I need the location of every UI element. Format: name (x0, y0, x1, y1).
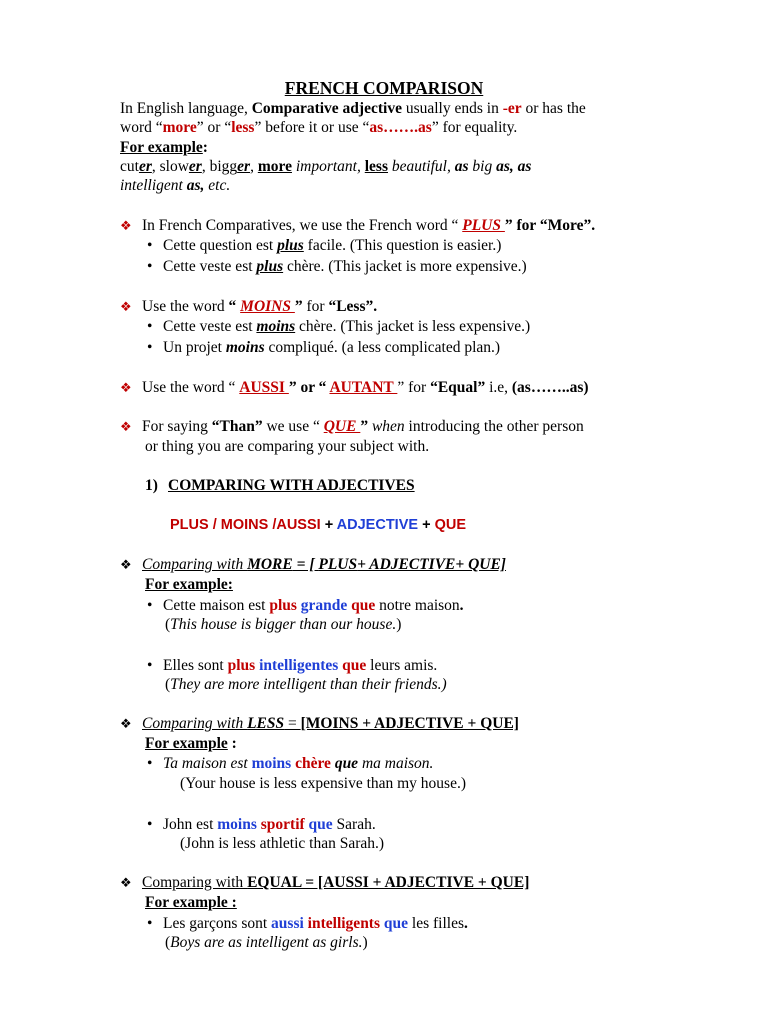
equal-example-1-translation: (Boys are as intelligent as girls.) (165, 934, 368, 951)
diamond-bullet-icon: ❖ (120, 875, 132, 890)
more-for-example: For example: (145, 576, 233, 593)
diamond-bullet-icon: ❖ (120, 299, 132, 314)
bullet-icon: • (147, 597, 153, 614)
equal-for-example: For example : (145, 894, 237, 911)
bullet-icon: • (147, 915, 153, 932)
more-example-2-translation: (They are more intelligent than their friends.) (165, 676, 447, 693)
que-heading: ❖ For saying “Than” we use “ QUE ” when introducing the other person (120, 418, 584, 435)
intro-line-1: In English language, Comparative adjective usually ends in -er or has the (120, 100, 586, 117)
diamond-bullet-icon: ❖ (120, 557, 132, 572)
plus-heading: ❖ In French Comparatives, we use the French word “ PLUS ” for “More”. (120, 217, 596, 234)
more-example-1-translation: (This house is bigger than our house.) (165, 616, 402, 633)
bullet-icon: • (147, 657, 153, 674)
less-example-1-translation: (Your house is less expensive than my house.) (180, 775, 467, 792)
section-heading-adjectives: 1) COMPARING WITH ADJECTIVES (145, 477, 415, 494)
bullet-icon: • (147, 339, 153, 356)
less-example-1: • Ta maison est moins chère que ma maison. (147, 755, 434, 772)
intro-line-5: intelligent as, etc. (120, 177, 231, 194)
equal-heading: ❖ Comparing with EQUAL = [AUSSI + ADJECTIVE + QUE] (120, 874, 530, 891)
bullet-icon: • (147, 816, 153, 833)
less-example-2: • John est moins sportif que Sarah. (147, 816, 376, 833)
bullet-icon: • (147, 318, 153, 335)
more-heading: ❖ Comparing with MORE = [ PLUS+ ADJECTIVE+ QUE] (120, 556, 506, 573)
bullet-icon: • (147, 755, 153, 772)
intro-line-4: cuter, slower, bigger, more important, less beautiful, as big as, as (120, 158, 532, 175)
intro-for-example: For example: (120, 139, 208, 156)
more-example-2: • Elles sont plus intelligentes que leurs amis. (147, 657, 438, 674)
bullet-icon: • (147, 258, 153, 275)
plus-example-1: • Cette question est plus facile. (This question is easier.) (147, 237, 502, 254)
page-title: FRENCH COMPARISON (284, 78, 484, 98)
moins-example-1: • Cette veste est moins chère. (This jacket is less expensive.) (147, 318, 531, 335)
formula-line: PLUS / MOINS /AUSSI + ADJECTIVE + QUE (170, 517, 467, 533)
equal-example-1: • Les garçons sont aussi intelligents que les filles. (147, 915, 468, 932)
less-for-example: For example : (145, 735, 237, 752)
diamond-bullet-icon: ❖ (120, 218, 132, 233)
moins-example-2: • Un projet moins compliqué. (a less complicated plan.) (147, 339, 501, 356)
plus-example-2: • Cette veste est plus chère. (This jacket is more expensive.) (147, 258, 527, 275)
diamond-bullet-icon: ❖ (120, 419, 132, 434)
diamond-bullet-icon: ❖ (120, 716, 132, 731)
que-line-2: or thing you are comparing your subject with. (145, 438, 430, 455)
bullet-icon: • (147, 237, 153, 254)
more-example-1: • Cette maison est plus grande que notre maison. (147, 597, 464, 614)
aussi-heading: ❖ Use the word “ AUSSI ” or “ AUTANT ” for “Equal” i.e, (as……..as) (120, 379, 589, 396)
moins-heading: ❖ Use the word “ MOINS ” for “Less”. (120, 298, 378, 315)
intro-line-2: word “more” or “less” before it or use “as…….as” for equality. (120, 119, 518, 136)
diamond-bullet-icon: ❖ (120, 380, 132, 395)
less-heading: ❖ Comparing with LESS = [MOINS + ADJECTIVE + QUE] (120, 715, 519, 732)
less-example-2-translation: (John is less athletic than Sarah.) (180, 835, 385, 852)
